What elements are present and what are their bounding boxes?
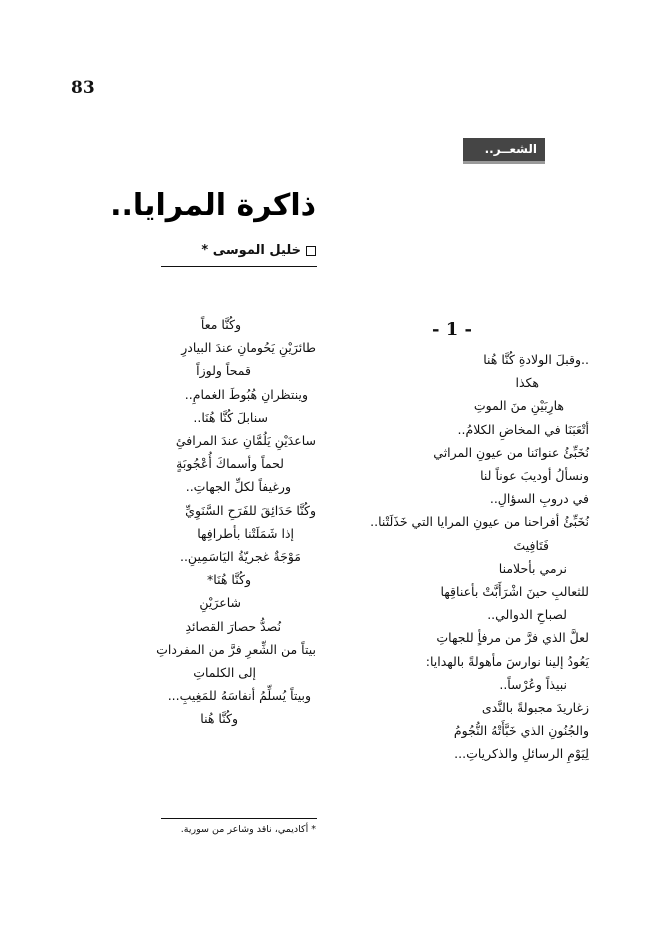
poem-line: سنابلَ كُنَّا هُنَا.. bbox=[193, 409, 268, 425]
poem-line: أتْعَبَنَا في المخاضِ الكلامُ.. bbox=[457, 421, 589, 437]
footnote: * أكاديمي، ناقد وشاعر من سورية. bbox=[180, 824, 316, 835]
poem-line: ..وقبلَ الولادةِ كُنَّا هُنا bbox=[483, 352, 589, 367]
poem-line: وينتظرانِ هُبُوطَ الغمامِ.. bbox=[184, 386, 308, 402]
poem-line: زغاريدَ مجبولةً بالنَّدى bbox=[481, 700, 589, 716]
poem-line: نُصدُّ حصارَ القصائدِ bbox=[185, 618, 281, 634]
poem-line: نرمي بأحلامنا bbox=[498, 560, 567, 576]
poem-line: لعلَّ الذي فرَّ من مرفأٍ للجهاتِ bbox=[436, 630, 589, 646]
poem-line: نُخَبِّئُ عنوانَنا من عيونِ المراثي bbox=[433, 444, 589, 460]
poem-line: شاعرَيْنِ bbox=[199, 595, 241, 611]
footnote-divider bbox=[161, 818, 317, 819]
poem-line: لحماً وأسماكَ أُعْجُوبَةٍ bbox=[176, 456, 284, 472]
poem-line: لِيَوْمِ الرسائلِ والذكرياتِ... bbox=[454, 746, 589, 762]
poem-line: هكذا bbox=[515, 375, 539, 391]
poem-line: ساعدَيْنِ يَلُمَّانِ عندَ المرافئِ bbox=[175, 433, 316, 449]
bullet-square-icon bbox=[306, 246, 316, 256]
author-name: خليل الموسى * bbox=[201, 243, 301, 258]
poem-line: ونسألُ أوديبَ عوناً لنا bbox=[480, 468, 589, 484]
poem-line: قمحاً ولوزاً bbox=[196, 363, 251, 379]
poem-line: إذا شَمَلَتْنا بأطرافِها bbox=[197, 525, 294, 541]
poem-title: ذاكرة المرايا.. bbox=[110, 188, 316, 224]
page-number: 83 bbox=[71, 78, 95, 98]
poem-line: إلى الكلماتِ bbox=[193, 665, 256, 681]
poem-line: وكُنَّا هُنَا* bbox=[207, 572, 251, 588]
poem-line: وكُنَّا هُنا bbox=[200, 711, 238, 727]
poem-line: لصباحِ الدوالي.. bbox=[487, 607, 567, 623]
poem-line: نبيذاً وعُرْساً.. bbox=[499, 676, 567, 692]
section-number: - 1 - bbox=[431, 319, 472, 340]
section-label: الشعــر.. bbox=[463, 138, 545, 164]
poem-line: بيتاً من الشِّعرِ فرَّ من المفرداتِ bbox=[156, 641, 316, 657]
poem-line: وبيتاً يُسلِّمُ أنفاسَهُ للمَغِيبِ... bbox=[167, 688, 311, 704]
poem-line: ورغيفاً لكلِّ الجهاتِ.. bbox=[185, 479, 291, 495]
poem-line: والجُنُونِ الذي خَبَّأَتْهُ النُّجُومُ bbox=[453, 723, 589, 739]
poem-line: مَوْجَةٌ غجريّةُ اليَاسَمِينِ.. bbox=[179, 549, 301, 565]
poem-line: نُخَبِّئُ أفراحنا من عيونِ المرايا التي خَذَلَتْنا.. bbox=[370, 514, 589, 530]
poem-line: وكُنَّا حَدَائِقَ للفَرَحِ السَّنَوِيِّ bbox=[185, 502, 316, 518]
poem-line: فَتَافِيتَ bbox=[513, 537, 549, 553]
poem-line: طائرَيْنِ يَحُومانِ عندَ البيادرِ bbox=[181, 340, 316, 356]
poem-line: يَعُودُ إلينا نوارسَ مأهولةً بالهدايا: bbox=[425, 653, 589, 669]
author-line bbox=[201, 243, 316, 258]
poem-column-right bbox=[370, 348, 589, 766]
poem-line: وكُنَّا معاً bbox=[200, 317, 241, 332]
poem-line: للثعالبِ حينَ اشْرَأَبَّتْ بأعناقِها bbox=[440, 584, 589, 600]
poem-line: هارِبَيْنِ منَ الموتِ bbox=[473, 398, 564, 414]
poem-column-left bbox=[156, 313, 316, 731]
poem-line: في دروبِ السؤالِ.. bbox=[489, 491, 589, 507]
author-divider bbox=[161, 266, 317, 267]
